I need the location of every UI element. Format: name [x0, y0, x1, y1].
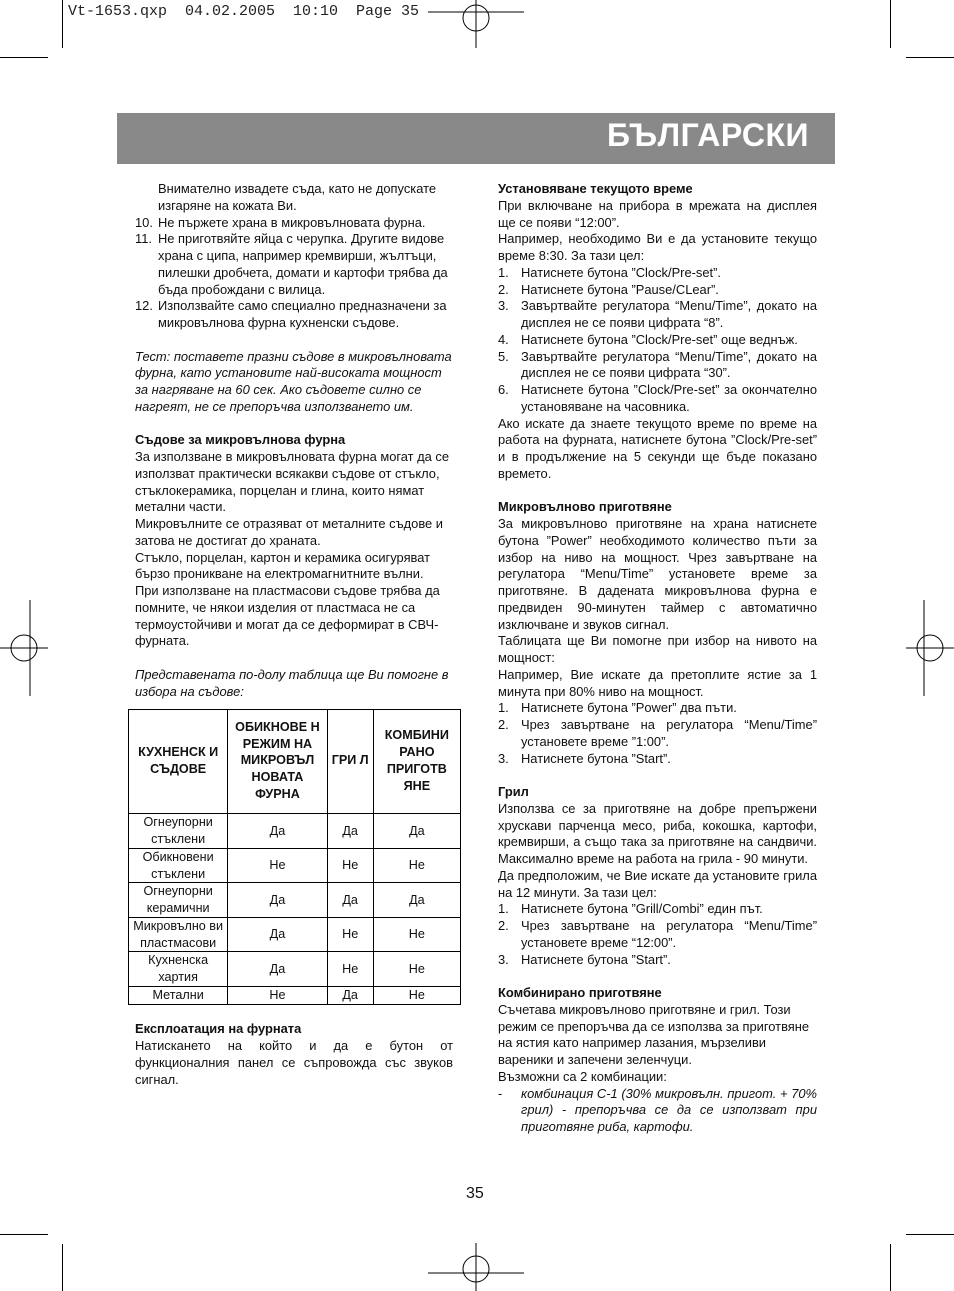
cookware-table: [128, 709, 461, 1004]
registration-mark-icon: [428, 0, 524, 50]
list-item: 11. Не приготвяйте яйца с черупка. Другите видове храна с ципа, например кремвирши, жълтъци, пилешки дробчета, домати и картофи трябва да бъда пробождани с вилица.: [135, 231, 448, 297]
table-cell: Не: [373, 848, 460, 883]
section-heading: Съдове за микровълнова фурна: [135, 432, 346, 448]
table-intro: Представената по-долу таблица ще Ви помогне в избора на съдове:: [135, 666, 449, 699]
table-cell: Да: [373, 814, 460, 849]
paragraph: Използва се за приготвяне на добре препържени хрускави парченца месо, риба, кокошка, картофи, кремвирши, а също така за приготвяне на сандвичи. Максимално време на работа на грила - 90 минути.: [498, 800, 817, 866]
section-heading: Микровълново приготвяне: [498, 499, 672, 515]
list-item: 10. Не пържете храна в микровълновата фурна.: [135, 214, 426, 230]
crop-mark: [906, 1234, 954, 1235]
table-row: [129, 883, 461, 918]
list-item: - комбинация C-1 (30% микровълн. пригот. + 70% грил) - препоръчва се да се използват при приготвяне риба, картофи.: [498, 1085, 817, 1134]
table-row: [129, 848, 461, 883]
paragraph: При включване на прибора в мрежата на дисплея ще се появи “12:00”.: [498, 197, 817, 230]
list-item: 12. Използвайте само специално предназначени за микровълнова фурна кухненски съдове.: [135, 298, 447, 330]
table-header: ГРИ Л: [327, 710, 373, 814]
table-cell: Да: [327, 883, 373, 918]
crop-mark: [890, 0, 891, 48]
section-heading: Експлоатация на фурната: [135, 1021, 302, 1037]
table-cell: Да: [228, 952, 327, 987]
table-cell: Огнеупорни керамични: [129, 883, 228, 918]
table-cell: Микровълно ви пластмасови: [129, 917, 228, 952]
table-row: [129, 986, 461, 1004]
paragraph: За микровълново приготвяне на храна натиснете бутона ”Power” необходимото количество пъти за избор на ниво на мощност. Чрез завъртване на регулатора “Menu/Time” установете време за приготвяне. В дадената микровълнова фурна е предвиден 90-минутен таймер с автоматично изключване и звуков сигнал.: [498, 516, 817, 632]
table-row: [129, 814, 461, 849]
table-header-row: [129, 710, 461, 814]
language-banner: [117, 113, 835, 164]
table-cell: Не: [327, 952, 373, 987]
table-cell: Да: [373, 883, 460, 918]
table-cell: Да: [228, 883, 327, 918]
list-item: 2. Натиснете бутона ”Pause/CLear”.: [498, 281, 719, 297]
table-cell: Метални: [129, 986, 228, 1004]
table-cell: Кухненска хартия: [129, 952, 228, 987]
table-header: КОМБИНИ РАНО ПРИГОТВ ЯНЕ: [373, 710, 460, 814]
paragraph: За използване в микровълновата фурна могат да се използват практически всякакви съдове от стъкло, стъклокерамика, порцелан и глина, които нямат метални части.: [135, 449, 450, 515]
registration-mark-icon: [904, 600, 954, 696]
paragraph: Например, необходимо Ви е да установите текущо време 8:30. За тази цел:: [498, 231, 817, 263]
crop-mark: [0, 57, 48, 58]
crop-mark: [62, 0, 63, 48]
list-item: 2. Чрез завъртване на регулатора “Menu/Time” установете време ”1:00”.: [498, 717, 817, 749]
registration-mark-icon: [428, 1243, 524, 1291]
page-title: БЪЛГАРСКИ: [607, 117, 809, 153]
section-heading: Комбинирано приготвяне: [498, 985, 662, 1000]
crop-mark: [906, 57, 954, 58]
table-cell: Да: [228, 814, 327, 849]
table-cell: Не: [327, 848, 373, 883]
table-cell: Не: [228, 986, 327, 1004]
table-cell: Обикновени стъклени: [129, 848, 228, 883]
list-item: 4. Натиснете бутона ”Clock/Pre-set” още веднъж.: [498, 331, 798, 347]
list-item: 1. Натиснете бутона ”Grill/Combi” един път.: [498, 901, 763, 917]
list-item: 1. Натиснете бутона ”Clock/Pre-set”.: [498, 264, 721, 280]
paragraph: Стъкло, порцелан, картон и керамика осигуряват бързо проникване на електромагнитните вълни.: [135, 549, 431, 582]
table-cell: Да: [327, 814, 373, 849]
left-column: [135, 181, 453, 1088]
paragraph: Например, Вие искате да претоплите ястие за 1 минута при 80% ниво на мощност.: [498, 666, 817, 699]
paragraph: Натискането на който и да е бутон от функционалния панел се съпровожда със звуков сигнал.: [135, 1038, 453, 1087]
paragraph: Възможни са 2 комбинации:: [498, 1068, 667, 1084]
table-cell: Огнеупорни стъклени: [129, 814, 228, 849]
table-cell: Не: [373, 917, 460, 952]
list-item: 3. Натиснете бутона ”Start”.: [498, 951, 671, 967]
list-item: 1. Натиснете бутона ”Power” два пъти.: [498, 700, 737, 716]
page-number: 35: [466, 1185, 484, 1202]
list-item: 6. Натиснете бутона ”Clock/Pre-set” за окончателно установяване на часовника.: [498, 382, 817, 414]
paragraph: Микровълните се отразяват от металните съдове и затова не достигат до храната.: [135, 516, 443, 548]
list-item: 3. Завъртвайте регулатора “Menu/Time”, докато на дисплея не се появи цифрата “8”.: [498, 298, 817, 330]
right-column: [498, 181, 817, 1136]
section-heading: Установяване текущото време: [498, 181, 693, 196]
section-heading: Грил: [498, 784, 529, 799]
paragraph: Да предположим, че Вие искате да установите грила на 12 минути. За тази цел:: [498, 867, 817, 900]
continued-text: Внимателно извадете съда, като не допускате изгаряне на кожата Ви.: [158, 181, 437, 213]
crop-mark: [890, 1244, 891, 1291]
paragraph: Таблицата ще Ви помогне при избор на нивото на мощност:: [498, 633, 817, 665]
registration-mark-icon: [0, 600, 50, 696]
crop-mark: [62, 1244, 63, 1291]
print-slug: Vt-1653.qxp 04.02.2005 10:10 Page 35: [68, 3, 420, 20]
table-cell: Да: [228, 917, 327, 952]
paragraph: При използване на пластмасови съдове трябва да помните, че някои изделия от пластмаса не са термоустойчиви и могат да се деформират в СВЧ-фурната.: [135, 583, 440, 649]
table-cell: Не: [373, 986, 460, 1004]
list-item: 3. Натиснете бутона ”Start”.: [498, 750, 671, 766]
table-cell: Да: [327, 986, 373, 1004]
table-row: [129, 952, 461, 987]
table-row: [129, 917, 461, 952]
table-cell: Не: [228, 848, 327, 883]
list-item: 2. Чрез завъртване на регулатора “Menu/Time” установете време “12:00”.: [498, 918, 817, 950]
table-header: ОБИКНОВЕ Н РЕЖИМ НА МИКРОВЪЛ НОВАТА ФУРНА: [228, 710, 327, 814]
paragraph: Ако искате да знаете текущото време по време на работа на фурната, натиснете бутона ”Clock/Pre-set” и в продължение на 5 секунди ще бъде показано времето.: [498, 415, 817, 481]
paragraph: Съчетава микровълново приготвяне и грил. Този режим се препоръчва да се използва за приготвяне на ястия като например лазания, мързеливи вареники и запечени зеленчуци.: [498, 1001, 810, 1067]
table-cell: Не: [373, 952, 460, 987]
list-item: 5. Завъртвайте регулатора “Menu/Time”, докато на дисплея не се появи цифрата “30”.: [498, 348, 817, 381]
test-note: Тест: поставете празни съдове в микровълновата фурна, като установите най-високата мощност за нагряване на 60 сек. Ако съдовете силно се нагреят, не се препоръчва използването им.: [135, 348, 452, 414]
crop-mark: [0, 1234, 48, 1235]
table-cell: Не: [327, 917, 373, 952]
table-header: КУХНЕНСК И СЪДОВЕ: [129, 710, 228, 814]
